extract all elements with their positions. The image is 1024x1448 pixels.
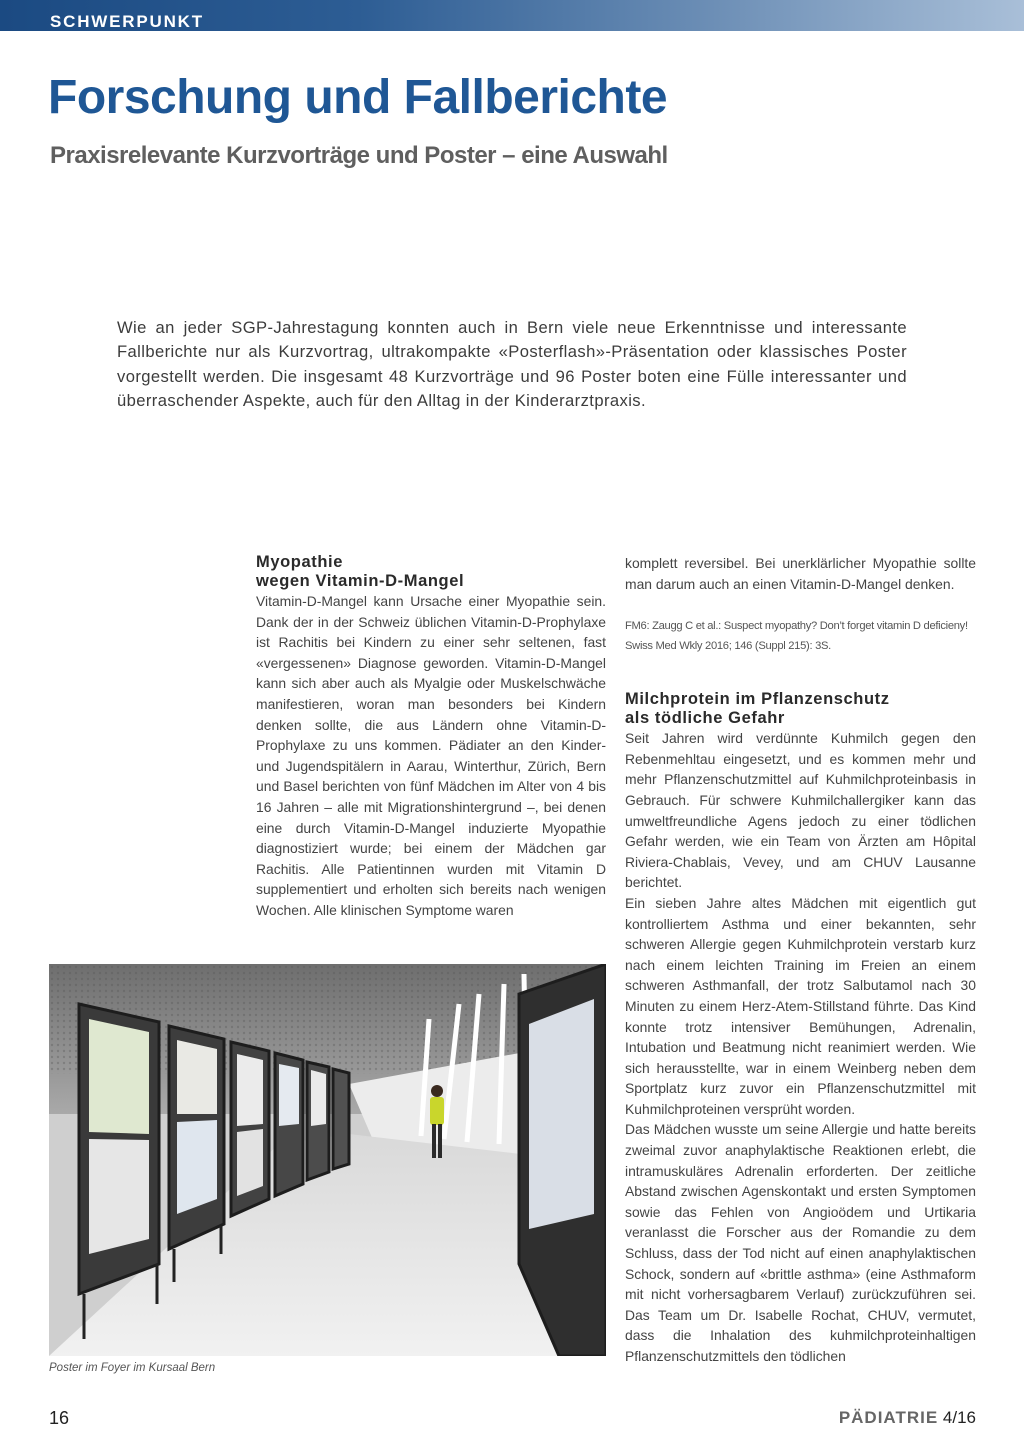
page-subtitle: Praxisrelevante Kurzvorträge und Poster – eine Auswahl xyxy=(50,142,668,169)
article1-heading xyxy=(256,553,606,591)
journal-name: PÄDIATRIE xyxy=(838,1408,939,1427)
article2-heading xyxy=(625,690,976,728)
article2-paragraph-1: Seit Jahren wird verdünnte Kuhmilch gegen den Rebenmehltau eingesetzt, und es kommen mehr und mehr Pflanzenschutzmittel auf Kuhmilchproteinbasis in Gebrauch. Für schwere Kuhmilchallergiker kann das umweltfreundliche Agens jedoch zu einer tödlichen Gefahr werden, wie ein Team von Ärzten am Hôpital Riviera-Chablais, Vevey, und am CHUV Lausanne berichtet. xyxy=(625,730,976,891)
article2-paragraph-3: Das Mädchen wusste um seine Allergie und hatte bereits zweimal zuvor anaphylaktische Reaktionen erlebt, die intramuskuläres Adrenalin erforderten. Der zeitliche Abstand zwischen Agenskontakt und ersten Symptomen sowie das Fehlen von Angioödem und Urtikaria veranlasst die Forscher aus der Romandie zu dem Schluss, dass der Tod nicht auf einen anaphylaktischen Schock, sondern auf «brittle asthma» (eine Asthmaform mit nicht vorhersagbarem Verlauf) zurückzuführen sei. Das Team um Dr. Isabelle Rochat, CHUV, vermutet, dass die Inhalation des kuhmilchproteinhaltigen Pflanzenschutzmittels den tödlichen xyxy=(625,1121,976,1364)
poster-foyer-photo xyxy=(49,964,606,1356)
section-label: SCHWERPUNKT xyxy=(50,12,204,31)
journal-issue xyxy=(839,1407,976,1429)
article1-reference: FM6: Zaugg C et al.: Suspect myopathy? Don’t forget vitamin D deficieny! Swiss Med Wkly 2016; 146 (Suppl 215): 3S. xyxy=(625,620,968,653)
article2-heading-line2: als tödliche Gefahr xyxy=(625,709,785,728)
photo-caption: Poster im Foyer im Kursaal Bern xyxy=(49,1362,216,1374)
article-column-left xyxy=(256,553,606,921)
poster-foyer-illustration xyxy=(49,964,606,1356)
issue-number: 4/16 xyxy=(942,1408,976,1427)
article2-paragraph-2: Ein sieben Jahre altes Mädchen mit eigentlich gut kontrolliertem Asthma und einer bekannten, sehr schweren Allergie gegen Kuhmilchprotein verstarb kurz nach einem leichten Training im Freien an einem schweren Asthmanfall, der trotz Salbutamol nach 30 Minuten zu einem Herz-Atem-Stillstand führte. Das Kind konnte trotz intensiver Bemühungen, Adrenalin, Intubation und Beatmung nicht reanimiert werden. Wie sich herausstellte, war in einem Weinberg neben dem Sportplatz kurz zuvor ein Pflanzenschutzmittel mit Kuhmilchproteinen versprüht worden. xyxy=(625,894,976,1117)
article-column-right xyxy=(625,553,976,1367)
article1-body: Vitamin-D-Mangel kann Ursache einer Myopathie sein. Dank der in der Schweiz üblichen Vitamin-D-Prophylaxe ist Rachitis bei Kindern zu einer sehr seltenen, fast «vergessenen» Diagnose geworden. Vitamin-D-Mangel kann sich aber auch als Myalgie oder Muskelschwäche manifestieren, woran man besonders bei Kindern denken sollte, die aus Ländern ohne Vitamin-D-Prophylaxe zu uns kommen. Pädiater an den Kinder- und Jugendspitälern in Aarau, Winterthur, Zürich, Bern und Basel berichten von fünf Mädchen im Alter von 4 bis 16 Jahren – alle mit Migrationshintergrund –, bei denen eine durch Vitamin-D-Mangel induzierte Myopathie diagnostiziert wurde; bei einem der Mädchen gar Rachitis. Alle Patientinnen wurden mit Vitamin D supplementiert und erholten sich bereits nach wenigen Wochen. Alle klinischen Symptome waren xyxy=(256,593,606,918)
article1-heading-line2: wegen Vitamin-D-Mangel xyxy=(256,572,465,590)
lead-paragraph: Wie an jeder SGP-Jahrestagung konnten auch in Bern viele neue Erkenntnisse und interessante Fallberichte nur als Kurzvortrag, ultrakompakte «Posterflash»-Präsentation oder klassisches Poster vorgestellt werden. Die insgesamt 48 Kurzvorträge und 96 Poster boten eine Fülle interessanter und überraschender Aspekte, auch für den Alltag in der Kinderarztpraxis. xyxy=(117,318,907,411)
page-number: 16 xyxy=(49,1408,70,1428)
article1-body-continued: komplett reversibel. Bei unerklärlicher Myopathie sollte man darum auch an einen Vitamin-D-Mangel denken. xyxy=(625,555,976,592)
article1-heading-line1: Myopathie xyxy=(256,553,343,571)
article2-heading-line1: Milchprotein im Pflanzenschutz xyxy=(625,690,890,709)
page-title: Forschung und Fallberichte xyxy=(48,71,668,124)
